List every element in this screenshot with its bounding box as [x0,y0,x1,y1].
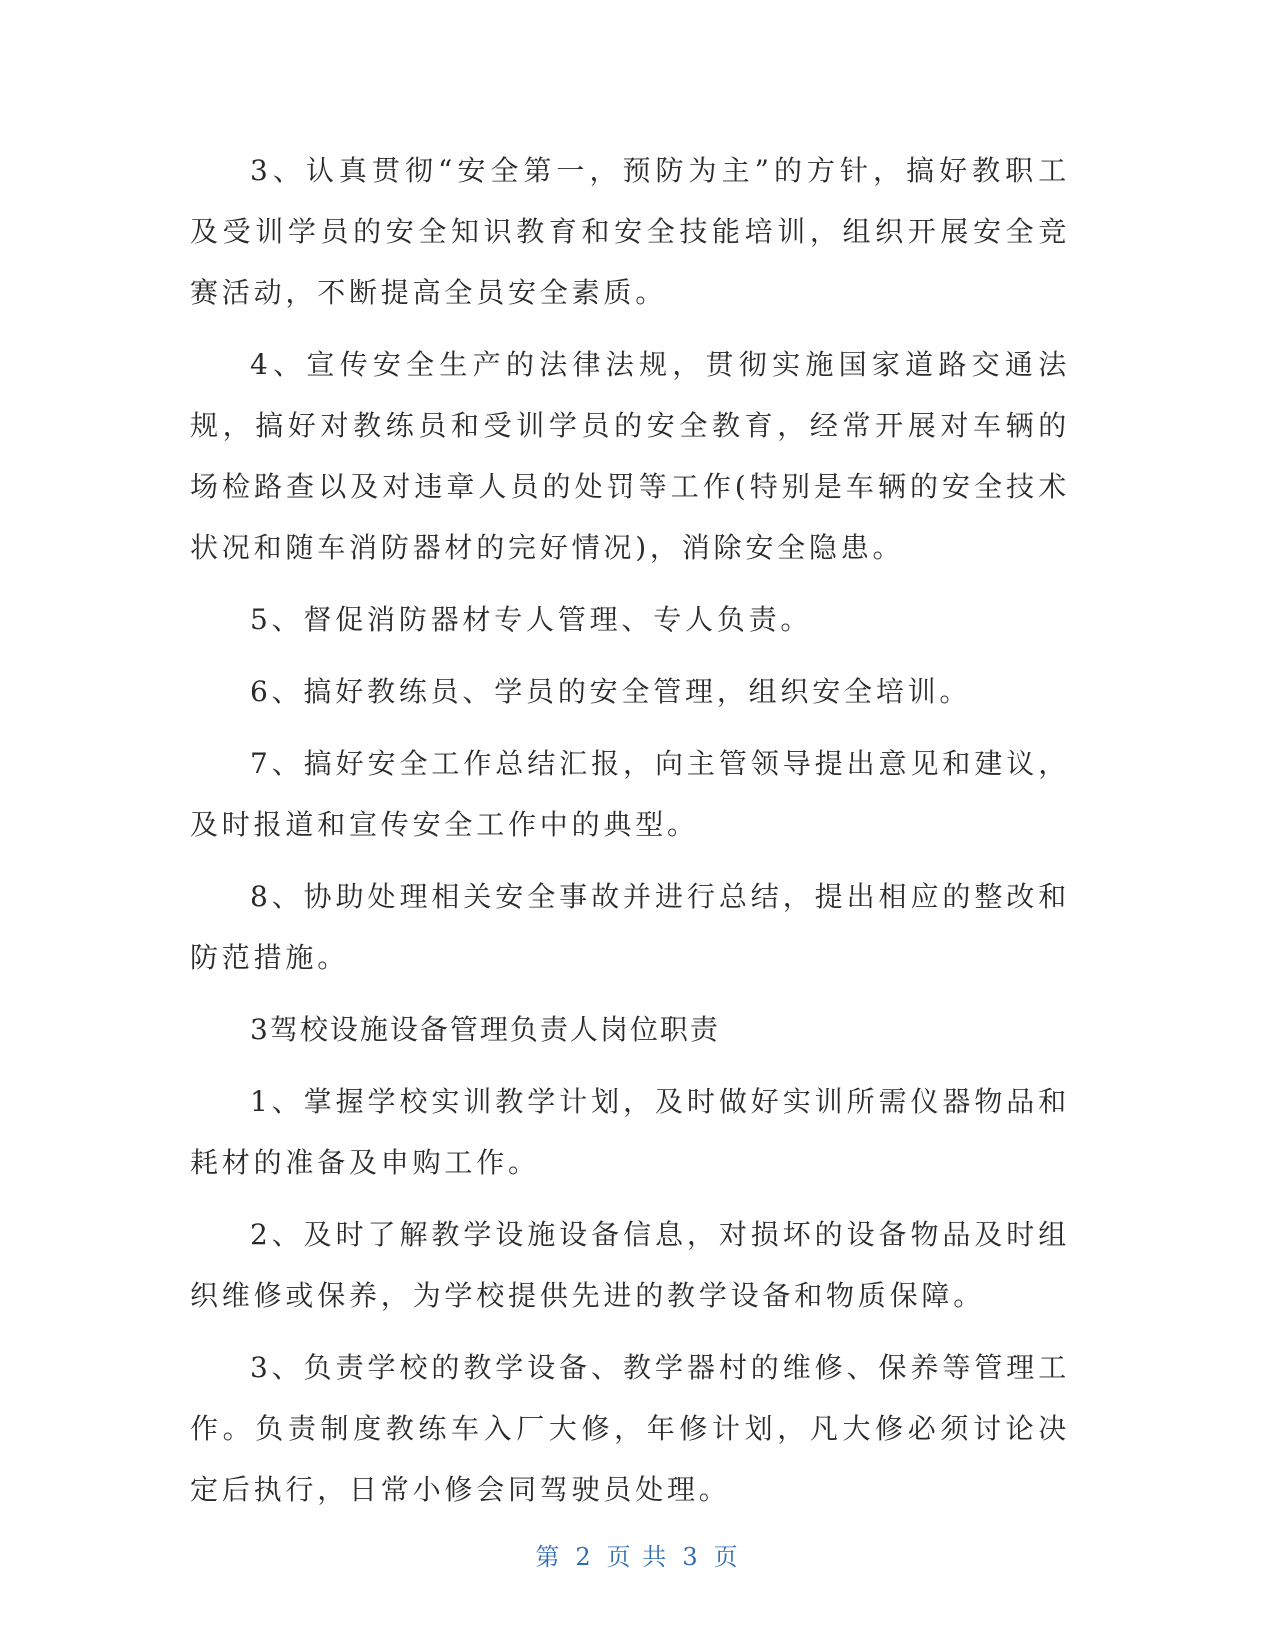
paragraph-item-3b: 3、负责学校的教学设备、教学器村的维修、保养等管理工作。负责制度教练车入厂大修，年修计划，凡大修必须讨论决定后执行，日常小修会同驾驶员处理。 [190,1351,1070,1506]
footer-middle: 页 共 [606,1543,669,1571]
current-page-number: 2 [575,1543,593,1571]
footer-suffix: 页 [713,1543,740,1571]
paragraph-item-8: 8、协助处理相关安全事故并进行总结，提出相应的整改和防范措施。 [190,880,1070,974]
total-page-number: 3 [682,1543,700,1571]
document-body [190,140,1070,1531]
paragraph-item-3: 3、认真贯彻“安全第一，预防为主”的方针，搞好教职工及受训学员的安全知识教育和安全技能培训，组织开展安全竞赛活动，不断提高全员安全素质。 [190,154,1070,309]
paragraph-item-1: 1、掌握学校实训教学计划，及时做好实训所需仪器物品和耗材的准备及申购工作。 [190,1085,1070,1179]
paragraph-item-7: 7、搞好安全工作总结汇报，向主管领导提出意见和建议，及时报道和宣传安全工作中的典型。 [190,747,1070,841]
paragraph-item-2: 2、及时了解教学设施设备信息，对损坏的设备物品及时组织维修或保养，为学校提供先进的教学设备和物质保障。 [190,1218,1070,1312]
footer-prefix: 第 [535,1543,562,1571]
section-heading: 3驾校设施设备管理负责人岗位职责 [250,1013,720,1046]
paragraph-item-6: 6、搞好教练员、学员的安全管理，组织安全培训。 [250,675,972,708]
page-footer [0,1537,1275,1572]
paragraph-item-5: 5、督促消防器材专人管理、专人负责。 [250,603,813,636]
paragraph-item-4: 4、宣传安全生产的法律法规，贯彻实施国家道路交通法规，搞好对教练员和受训学员的安全教育，经常开展对车辆的场检路查以及对违章人员的处罚等工作(特别是车辆的安全技术状况和随车消防器材的完好情况)，消除安全隐患。 [190,348,1070,564]
